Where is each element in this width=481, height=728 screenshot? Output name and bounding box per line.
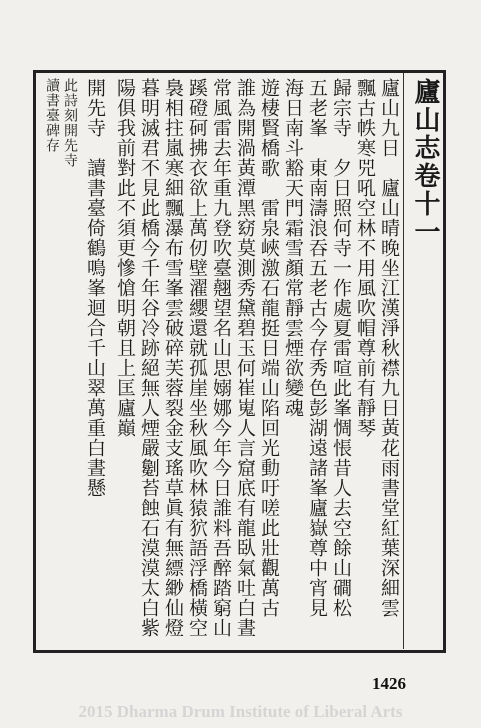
page-number: 1426 [372, 674, 406, 693]
text-column-3: 歸宗寺 夕日照何寺一作處夏雷喧此峯惆悵昔人去空餘山磵松 [330, 78, 352, 618]
text-column-11: 暮明滅君不見此橋今千年谷冷跡絕無人煙嚴劖苔蝕石漠漠太白紫 [138, 78, 160, 638]
text-column-5: 海日南斗豁天門霜雪顏常靜雲煙欲變魂 [282, 78, 304, 418]
running-head: 廬山志卷十一 [410, 78, 440, 246]
text-column-1: 廬山九日 廬山晴晚坐江漢淨秋襟九日黃花雨書堂紅葉深細雲 [378, 78, 400, 618]
text-column-10: 裊相拄嵐寒細飄瀑布雪峯雲破碎芙蓉裂金支瑤草眞有無縹緲仙燈 [162, 78, 184, 638]
text-column-4: 五老峯 東南濤浪吞五老古今存秀色彭湖遠諸峯廬嶽尊中宵見 [306, 78, 328, 618]
annotation-column-2: 讀書臺碑存 [44, 78, 60, 153]
frame-left-border [33, 70, 36, 653]
text-column-12: 陽俱我前對此不須更慘愴明朝且上匡廬巔 [114, 78, 136, 438]
frame-top-border [33, 70, 445, 73]
frame-right-border [443, 70, 446, 653]
text-column-9: 蹊磴砢拂衣欲上萬仞壁濯纓還就孤崖坐秋風吹林猿狖語浮橋橫空 [186, 78, 208, 638]
text-column-7: 誰為開渦黃潭黑窈莫測秀黛碧玉何崔嵬人言窟底有龍臥氣吐白晝 [234, 78, 256, 638]
annotation-column-1: 此詩刻開先寺 [62, 78, 78, 168]
text-column-6: 遊棲賢橋歌 雷泉峽激石龍挺日端山陷回光動吁嗟此壯觀萬古 [258, 78, 280, 618]
text-column-8: 常風雷去年重九登吹臺翹望名山思嫋娜今年今日誰料吾醉踏窮山 [210, 78, 232, 638]
text-column-13: 開先寺 讀書臺倚鶴鳴峯迴合千山翠萬重白晝懸 [84, 78, 106, 498]
text-column-2: 飄古帙寒兕吼空林不用風吹帽尊前有靜琴 [354, 78, 376, 438]
frame-bottom-border [33, 650, 445, 653]
watermark-text: 2015 Dharma Drum Institute of Liberal Arts [78, 702, 403, 721]
